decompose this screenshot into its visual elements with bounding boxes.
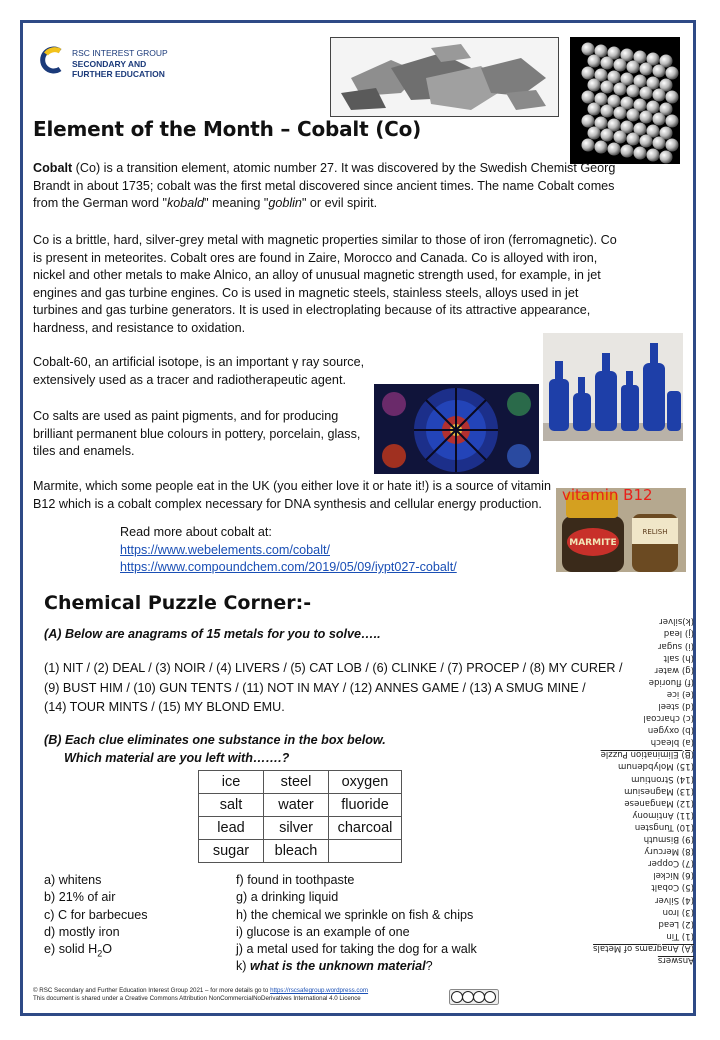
answer-item: (4) Silver: [654, 894, 694, 905]
clue-item: [236, 958, 477, 975]
crystal-atom: [614, 107, 627, 120]
box-cell: sugar: [199, 840, 264, 863]
clue-item: [44, 941, 148, 963]
intro-text-c: " or evil spirit.: [301, 196, 378, 210]
cobalt-metal-photo: [330, 37, 559, 117]
intro-text-b: " meaning ": [204, 196, 269, 210]
isotope-paragraph: Cobalt-60, an artificial isotope, is an important γ ray source, extensively used as a tracer and radiotherapeutic agent.: [33, 355, 365, 387]
marmite-paragraph: Marmite, which some people eat in the UK (you either love it or hate it!) is a source of vitamin B12 which is a cobalt complex necessary for DNA synthesis and cellular energy production.: [33, 479, 551, 511]
anagram-line-1: (1) NIT / (2) DEAL / (3) NOIR / (4) LIVERS / (5) CAT LOB / (6) CLINKE / (7) PROCEP / (8) MY CURER /: [44, 661, 623, 675]
answer-item: (k)silver: [659, 616, 694, 627]
clue-e-prefix: e) solid H: [44, 942, 98, 957]
box-cell-empty: [329, 840, 402, 863]
answer-item: (10) Tungsten: [634, 821, 694, 832]
clue-item: f) found in toothpaste: [236, 873, 355, 887]
clue-item: d) mostly iron: [44, 924, 120, 939]
footer-line2: This document is shared under a Creative Commons Attribution NonCommercialNoDerivatives International 4.0 Licence: [33, 995, 361, 1002]
answer-item: (6) Nickel: [653, 870, 694, 881]
answer-item: (g) water: [654, 664, 694, 675]
answers-part-b-heading: (B) Elimination Puzzle: [600, 749, 694, 760]
box-cell: steel: [264, 771, 329, 794]
crystal-atom: [614, 59, 627, 72]
crystal-atom: [582, 43, 595, 56]
blue-bottles-photo: [543, 333, 683, 441]
crystal-atom: [634, 147, 647, 160]
stained-glass-photo: [374, 384, 539, 474]
part-b-heading: [44, 732, 386, 767]
clue-item: i) glucose is an example of one: [236, 924, 410, 939]
crystal-atom: [666, 91, 679, 104]
footer-line1: [33, 987, 368, 995]
crystal-atom: [601, 81, 614, 94]
answer-item: (1) Tin: [666, 930, 694, 941]
rsc-logo-icon: [40, 46, 66, 74]
clue-item: j) a metal used for taking the dog for a walk: [236, 942, 477, 957]
crystal-structure-image: [570, 37, 680, 164]
answers-part-a-heading: (A) Anagrams of Metals: [593, 942, 694, 953]
part-b-heading-line2: Which material are you left with…….?: [64, 750, 290, 765]
answer-item: (j) lead: [663, 628, 694, 639]
box-cell: silver: [264, 817, 329, 840]
answer-item: (5) Cobalt: [651, 882, 694, 893]
answer-item: (9) Bismuth: [643, 834, 694, 845]
answers-heading: Answers: [657, 955, 694, 965]
answer-item: (2) Lead: [658, 918, 694, 929]
goblin-word: goblin: [268, 196, 302, 210]
logo-line3: FURTHER EDUCATION: [72, 69, 165, 79]
crystal-atom: [660, 151, 673, 164]
crystal-atom: [627, 133, 640, 146]
anagram-line-2: (9) BUST HIM / (10) GUN TENTS / (11) NOT IN MAY / (12) ANNES GAME / (13) A SMUG MINE /: [44, 680, 586, 695]
answer-item: (e) ice: [666, 688, 694, 699]
answers-panel: [584, 604, 694, 966]
cobalt-bold: Cobalt: [33, 161, 73, 175]
answer-item: (i) sugar: [657, 640, 694, 651]
crystal-atom: [595, 141, 608, 154]
crystal-atom: [627, 85, 640, 98]
answer-item: (8) Mercury: [644, 846, 694, 857]
box-cell: oxygen: [329, 771, 402, 794]
clue-item: h) the chemical we sprinkle on fish & chips: [236, 907, 474, 922]
logo-line1: RSC INTEREST GROUP: [72, 48, 168, 58]
clue-item: b) 21% of air: [44, 890, 116, 905]
crystal-atom: [601, 129, 614, 142]
answer-item: (7) Copper: [648, 858, 694, 869]
crystal-atom: [614, 83, 627, 96]
vitamin-b12-label: vitamin B12: [562, 488, 653, 504]
crystal-atom: [588, 127, 601, 140]
answer-item: (13) Magnesium: [624, 785, 694, 796]
answer-item: (b) oxygen: [647, 725, 694, 736]
compoundchem-link[interactable]: https://www.compoundchem.com/2019/05/09/iypt027-cobalt/: [120, 560, 457, 574]
crystal-atom: [582, 67, 595, 80]
crystal-atom: [588, 55, 601, 68]
page-title: Element of the Month – Cobalt (Co): [33, 117, 422, 141]
properties-paragraph: Co is a brittle, hard, silver-grey metal with magnetic properties similar to those of iron (ferromagnetic). Co is present in meteorites. Cobalt ores are found in Zaire, Morocco and Canada. Co is alloyed with iron, nickel and other metals to make Alnico, an alloy of unusual magnetic strength used, for example, in jet engines and gas turbine engines. Co is used in magnetic steels, stainless steels, alloys used in jet turbines and gas turbine generators. It is used in electroplating because of its attractive appearance, hardness, and resistance to oxidation.: [33, 233, 617, 335]
crystal-atom: [653, 89, 666, 102]
clue-item: a) whitens: [44, 873, 102, 887]
crystal-atom: [582, 115, 595, 128]
box-cell: ice: [199, 771, 264, 794]
answers-list-b: [584, 615, 694, 748]
crystal-atom: [666, 139, 679, 152]
clues-right: [236, 872, 477, 976]
cc-license-icon: [449, 989, 499, 1005]
crystal-atom: [608, 143, 621, 156]
part-b-heading-line1: (B) Each clue eliminates one substance in the box below.: [44, 733, 386, 747]
crystal-atom: [614, 131, 627, 144]
intro-paragraph: [33, 160, 623, 213]
logo-line2: SECONDARY AND: [72, 58, 147, 69]
answer-item: (12) Manganese: [624, 797, 694, 808]
crystal-atom: [588, 79, 601, 92]
crystal-atom: [640, 111, 653, 124]
answer-item: (d) steel: [658, 701, 694, 712]
crystal-atom: [601, 57, 614, 70]
kobald-word: kobald: [166, 196, 205, 210]
pigments-paragraph: Co salts are used as paint pigments, and for producing brilliant permanent blue colours in pottery, porcelain, glass, tiles and enamels.: [33, 409, 361, 458]
answer-item: (h) salt: [663, 652, 694, 663]
answer-item: (14) Strontium: [631, 773, 694, 784]
clue-k-suffix: ?: [425, 959, 433, 974]
relish-label: RELISH: [642, 528, 668, 536]
footer-copyright: © RSC Secondary and Further Education Interest Group 2021 – for more details go to: [33, 987, 271, 994]
clue-item: g) a drinking liquid: [236, 890, 339, 905]
anagram-list: [44, 659, 623, 718]
box-cell: water: [264, 794, 329, 817]
crystal-atom: [653, 113, 666, 126]
crystal-atom: [640, 135, 653, 148]
box-cell: fluoride: [329, 794, 402, 817]
crystal-atom: [621, 145, 634, 158]
crystal-atom: [627, 61, 640, 74]
clues-left: [44, 872, 148, 963]
box-cell: lead: [199, 817, 264, 840]
crystal-atom: [582, 91, 595, 104]
crystal-atom: [640, 63, 653, 76]
crystal-atom: [601, 105, 614, 118]
crystal-atom: [653, 137, 666, 150]
crystal-atom: [647, 149, 660, 162]
answer-item: (f) fluoride: [648, 676, 694, 687]
clue-k-emphasis: what is the unknown material: [250, 959, 426, 974]
box-cell: charcoal: [329, 817, 402, 840]
clue-k-prefix: k): [236, 959, 250, 974]
crystal-atom: [666, 67, 679, 80]
marmite-label: MARMITE: [569, 538, 617, 548]
crystal-atom: [653, 65, 666, 78]
crystal-atom: [666, 115, 679, 128]
answer-item: (a) bleach: [650, 737, 694, 748]
clue-item: c) C for barbecues: [44, 907, 148, 922]
clue-e-suffix: O: [102, 942, 113, 957]
footer-link[interactable]: https://rscsafegroup.wordpress.com: [270, 987, 369, 994]
crystal-atom: [640, 87, 653, 100]
read-more-section: [120, 524, 457, 577]
answer-item: (15) Molybdenum: [618, 761, 694, 772]
anagram-line-3: (14) TOUR MINTS / (15) MY BLOND EMU.: [44, 700, 285, 714]
read-more-label: Read more about cobalt at:: [120, 525, 272, 539]
box-cell: salt: [199, 794, 264, 817]
answers-list-a: [584, 760, 694, 941]
crystal-atom: [582, 139, 595, 152]
puzzle-title: Chemical Puzzle Corner:-: [44, 592, 312, 614]
box-cell: bleach: [264, 840, 329, 863]
marmite-photo: [556, 488, 686, 572]
clue-e-subscript: 2: [97, 948, 103, 959]
answer-item: (c) charcoal: [643, 713, 694, 724]
substance-box: [198, 770, 402, 863]
intro-text-a: (Co) is a transition element, atomic number 27. It was discovered by the Swedish Chemist Georg Brandt in about 1735; cobalt was the first metal discovered since ancient times. The name Cobalt comes from the German word ": [33, 161, 616, 210]
webelements-link[interactable]: https://www.webelements.com/cobalt/: [120, 542, 330, 557]
crystal-atom: [588, 103, 601, 116]
part-a-heading: (A) Below are anagrams of 15 metals for you to solve…..: [44, 627, 381, 641]
answer-item: (11) Antimony: [632, 809, 694, 820]
crystal-atom: [627, 109, 640, 122]
answer-item: (3) Iron: [662, 906, 694, 917]
footer: [33, 987, 368, 1003]
